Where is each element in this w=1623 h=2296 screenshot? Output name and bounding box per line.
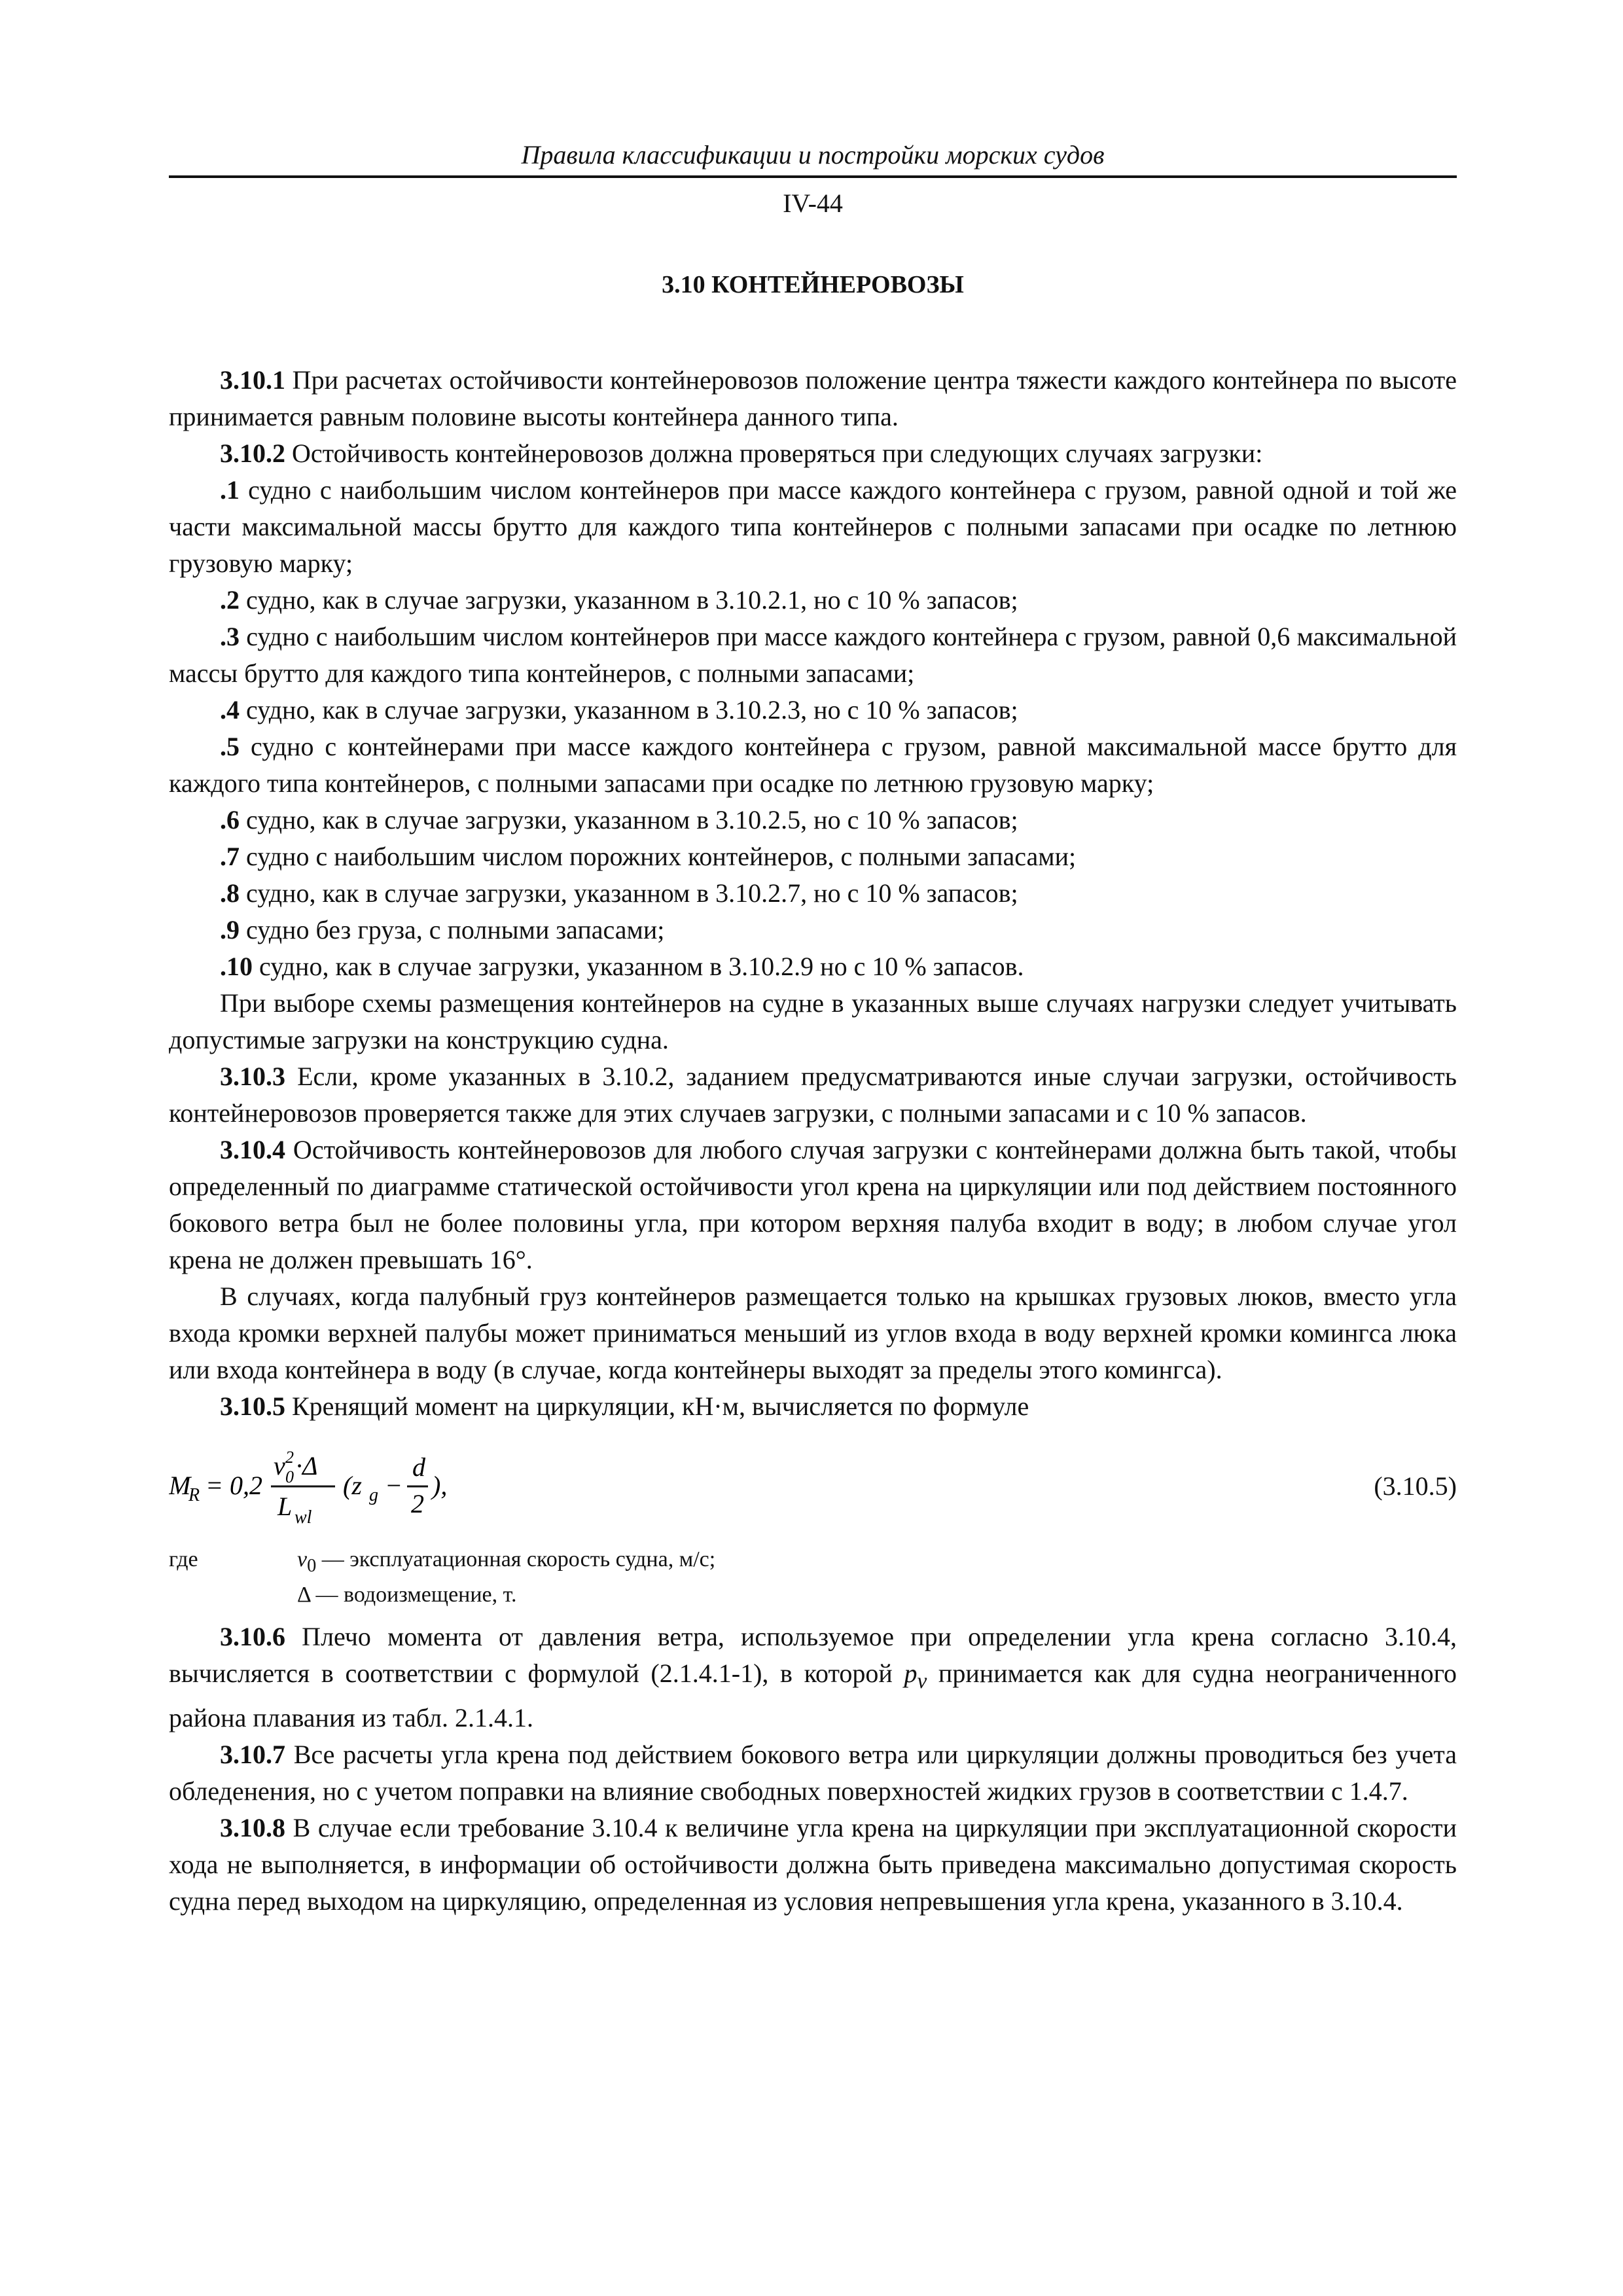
item-text: судно, как в случае загрузки, указанном в 3.10.2.7, но с 10 % запасов; xyxy=(240,878,1018,908)
item-number: .9 xyxy=(220,915,240,944)
clause-number: 3.10.2 xyxy=(220,439,285,468)
item-text: судно без груза, с полными запасами; xyxy=(240,915,665,944)
list-item-6 xyxy=(169,802,1457,838)
item-number: .6 xyxy=(220,805,240,834)
clause-number: 3.10.8 xyxy=(220,1813,285,1842)
z-subscript: g xyxy=(369,1485,378,1505)
paragraph-text: Все расчеты угла крена под действием бокового ветра или циркуляции должны проводиться без учета обледенения, но с учетом поправки на влияние свободных поверхностей жидких грузов в соответствии с 1.4.7. xyxy=(169,1740,1457,1806)
list-item-7 xyxy=(169,838,1457,875)
item-text: судно с наибольшим числом контейнеров при массе каждого контейнера с грузом, равной одной и той же части максимальной массы брутто для каждого типа контейнеров с полными запасами при осадке по летнюю грузовую марку; xyxy=(169,475,1457,578)
item-text: судно с наибольшим числом порожних контейнеров, с полными запасами; xyxy=(240,842,1077,871)
paragraph-3-10-7 xyxy=(169,1736,1457,1810)
clause-number: 3.10.6 xyxy=(220,1622,285,1651)
v0-description: — эксплуатационная скорость судна, м/с; xyxy=(316,1547,716,1571)
heeling-moment-formula xyxy=(169,1434,509,1545)
symbol-v: v xyxy=(274,1451,285,1480)
L-subscript: wl xyxy=(294,1507,312,1528)
item-number: .4 xyxy=(220,695,240,725)
list-item-2 xyxy=(169,582,1457,619)
delta-description: — водоизмещение, т. xyxy=(310,1582,517,1607)
paragraph-text: В случае если требование 3.10.4 к величине угла крена на циркуляции при эксплуатационной скорости хода не выполняется, в информации об остойчивости должна быть приведена максимально допустимая скорость судна перед выходом на циркуляцию, определенная из условия непревышения угла крена, указанного в 3.10.4. xyxy=(169,1813,1457,1916)
formula-legend xyxy=(169,1545,1457,1619)
item-number: .1 xyxy=(220,475,240,505)
p-subscript: v xyxy=(917,1669,927,1693)
legend-lines xyxy=(297,1545,715,1609)
delta-symbol: Δ xyxy=(297,1582,310,1607)
paragraph-3-10-2 xyxy=(169,435,1457,472)
item-text: судно, как в случае загрузки, указанном в 3.10.2.3, но с 10 % запасов; xyxy=(240,695,1018,725)
paragraph-text: Кренящий момент на циркуляции, кН·м, вычисляется по формуле xyxy=(285,1391,1029,1421)
section-title: 3.10 КОНТЕЙНЕРОВОЗЫ xyxy=(662,271,964,298)
item-text: судно, как в случае загрузки, указанном в 3.10.2.5, но с 10 % запасов; xyxy=(240,805,1018,834)
page-number: IV-44 xyxy=(783,188,843,218)
v-sub: 0 xyxy=(307,1555,317,1576)
item-number: .5 xyxy=(220,732,240,761)
paragraph-3-10-4 xyxy=(169,1132,1457,1278)
item-number: .10 xyxy=(220,952,253,981)
paragraph-text: При расчетах остойчивости контейнеровозов положение центра тяжести каждого контейнера по высоте принимается равным половине высоты контейнера данного типа. xyxy=(169,365,1457,431)
legend-delta xyxy=(297,1581,715,1609)
v-subscript: 0 xyxy=(285,1467,294,1486)
list-item-8 xyxy=(169,875,1457,912)
clause-number: 3.10.7 xyxy=(220,1740,285,1769)
paragraph-text: Остойчивость контейнеровозов для любого случая загрузки с контейнерами должна быть такой, чтобы определенный по диаграмме статической остойчивости угол крена на циркуляции или под действием постоянного бокового ветра был не более половины угла, при котором верхняя палуба входит в воду; в любом случае угол крена не должен превышать 16°. xyxy=(169,1135,1457,1274)
delta-multiplier: ·Δ xyxy=(296,1451,318,1480)
clause-number: 3.10.5 xyxy=(220,1391,285,1421)
list-item-5 xyxy=(169,728,1457,802)
symbol-R-subscript: R xyxy=(188,1485,200,1505)
v-symbol: v xyxy=(297,1547,308,1571)
item-number: .2 xyxy=(220,585,240,615)
paragraph-note-hatch-covers: В случаях, когда палубный груз контейнеров размещается только на крышках грузовых люков, вместо угла входа кромки верхней палубы может приниматься меньший из углов входа в воду верхней кромки комингса люка или входа контейнера в воду (в случае, когда контейнеры выходят за пределы этого комингса). xyxy=(169,1282,1457,1384)
symbol-L: L xyxy=(277,1492,293,1521)
paragraph-3-10-6 xyxy=(169,1619,1457,1736)
item-text: судно с контейнерами при массе каждого контейнера с грузом, равной максимальной массе брутто для каждого типа контейнеров, с полными запасами при осадке по летнюю грузовую марку; xyxy=(169,732,1457,798)
item-text: судно, как в случае загрузки, указанном в 3.10.2.9 но с 10 % запасов. xyxy=(253,952,1024,981)
paragraph-text: Остойчивость контейнеровозов должна проверяться при следующих случаях загрузки: xyxy=(285,439,1263,468)
legend-v0 xyxy=(297,1545,715,1581)
paragraph-text-b: принимается как для судна неограниченного района плавания из табл. 2.1.4.1. xyxy=(169,1659,1457,1732)
item-number: .8 xyxy=(220,878,240,908)
v-superscript: 2 xyxy=(285,1448,294,1467)
list-item-9 xyxy=(169,912,1457,948)
list-item-4 xyxy=(169,692,1457,728)
paragraph-text: Если, кроме указанных в 3.10.2, заданием предусматриваются иные случаи загрузки, остойчивость контейнеровозов проверяется также для этих случаев загрузки, с полными запасами и с 10 % запасов. xyxy=(169,1062,1457,1128)
symbol-p: p xyxy=(904,1659,918,1688)
denominator-2: 2 xyxy=(411,1489,424,1518)
paragraph-3-10-3 xyxy=(169,1058,1457,1132)
item-number: .7 xyxy=(220,842,240,871)
equation-number: (3.10.5) xyxy=(1374,1471,1457,1501)
clause-number: 3.10.3 xyxy=(220,1062,285,1091)
paren-close: ), xyxy=(432,1471,448,1500)
paragraph-text-a: Плечо момента от давления ветра, используемое при определении угла крена согласно 3.10.4, вычисляется в соответствии с формулой (2.1.4.1-1), в которой xyxy=(169,1622,1457,1688)
z-open: (z xyxy=(343,1471,362,1500)
document-body xyxy=(169,362,1457,1920)
item-number: .3 xyxy=(220,622,240,651)
paragraph-note-loads: При выборе схемы размещения контейнеров на судне в указанных выше случаях нагрузки следует учитывать допустимые загрузки на конструкцию судна. xyxy=(169,988,1457,1054)
list-item-3 xyxy=(169,619,1457,692)
list-item-10 xyxy=(169,948,1457,985)
clause-number: 3.10.1 xyxy=(220,365,285,395)
list-item-1 xyxy=(169,472,1457,582)
item-text: судно, как в случае загрузки, указанном в 3.10.2.1, но с 10 % запасов; xyxy=(240,585,1018,615)
where-label: где xyxy=(169,1547,198,1571)
symbol-M: M xyxy=(169,1471,191,1500)
clause-number: 3.10.4 xyxy=(220,1135,285,1164)
running-header: Правила классификации и постройки морских судов xyxy=(521,140,1105,170)
item-text: судно с наибольшим числом контейнеров при массе каждого контейнера с грузом, равной 0,6 максимальной массы брутто для каждого типа контейнеров, с полными запасами; xyxy=(169,622,1457,688)
minus-sign: − xyxy=(385,1471,402,1500)
paragraph-3-10-1 xyxy=(169,362,1457,435)
paragraph-3-10-5 xyxy=(169,1388,1457,1425)
symbol-d: d xyxy=(412,1452,425,1482)
paragraph-3-10-8 xyxy=(169,1810,1457,1920)
formula-3-10-5 xyxy=(169,1427,1457,1545)
equals-coefficient: = 0,2 xyxy=(205,1471,262,1500)
header-rule xyxy=(169,175,1457,178)
